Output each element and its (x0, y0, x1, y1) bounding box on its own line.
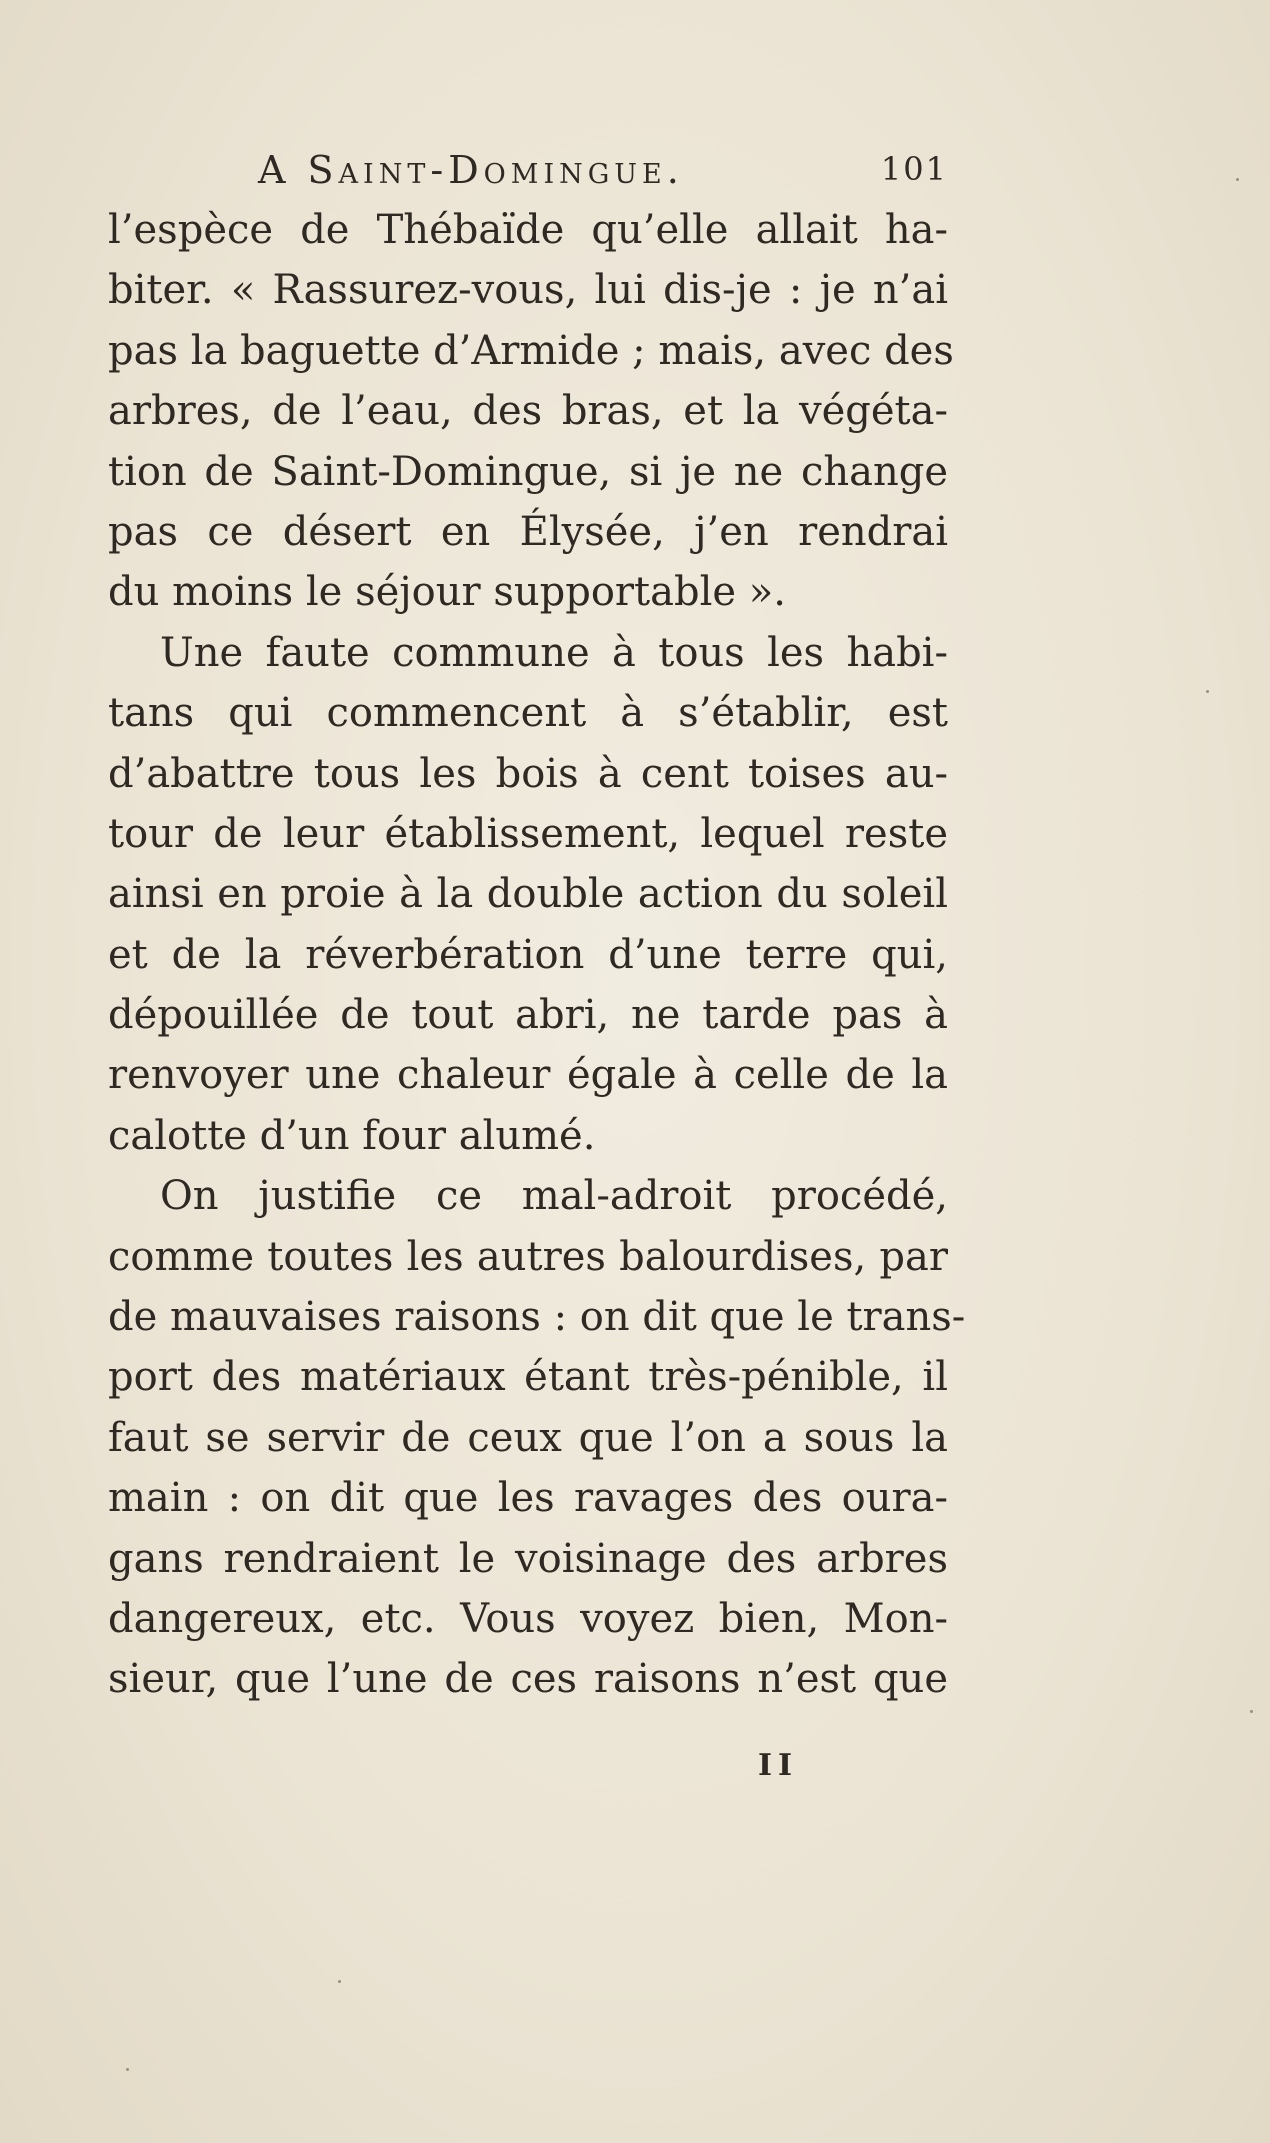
text-line: port des matériaux étant très-pénible, il (108, 1354, 948, 1401)
text-line: dépouillée de tout abri, ne tarde pas à (108, 992, 948, 1039)
page-number: 101 (880, 150, 948, 188)
text-line: tans qui commencent à s’établir, est (108, 690, 948, 737)
paper-speck (1250, 1710, 1253, 1713)
text-line: pas la baguette d’Armide ; mais, avec des (108, 327, 954, 374)
signature-mark: II (758, 1748, 799, 1783)
text-line: gans rendraient le voisinage des arbres (108, 1535, 948, 1582)
paper-speck (1206, 690, 1209, 693)
text-line: tion de Saint-Domingue, si je ne change (108, 448, 948, 495)
text-line: d’abattre tous les bois à cent toises au- (108, 750, 948, 797)
text-line: de mauvaises raisons : on dit que le trans- (108, 1294, 966, 1341)
text-line: main : on dit que les ravages des oura- (108, 1475, 948, 1522)
text-line: calotte d’un four alumé. (108, 1112, 596, 1159)
text-line: tour de leur établissement, lequel reste (108, 810, 948, 857)
text-line: ainsi en proie à la double action du soleil (108, 871, 948, 918)
text-line: biter. « Rassurez-vous, lui dis-je : je n’ai (108, 267, 948, 314)
page-text-block (108, 140, 966, 1710)
text-line: et de la réverbération d’une terre qui, (108, 931, 948, 978)
text-line: sieur, que l’une de ces raisons n’est que (108, 1656, 948, 1703)
text-line-paragraph-start: On justifie ce mal-adroit procédé, (160, 1173, 948, 1220)
text-line: pas ce désert en Élysée, j’en rendrai (108, 508, 948, 555)
text-line-paragraph-start: Une faute commune à tous les habi- (160, 629, 948, 676)
text-line: l’espèce de Thébaïde qu’elle allait ha- (108, 207, 948, 253)
paper-speck (338, 1980, 341, 1983)
text-line: faut se servir de ceux que l’on a sous la (108, 1414, 948, 1461)
paper-speck (126, 2068, 129, 2071)
text-line: arbres, de l’eau, des bras, et la végéta- (108, 388, 948, 435)
running-title: A Saint-Domingue. (258, 148, 684, 192)
text-line: dangereux, etc. Vous voyez bien, Mon- (108, 1595, 948, 1642)
text-line: du moins le séjour supportable ». (108, 569, 786, 616)
text-line: renvoyer une chaleur égale à celle de la (108, 1052, 948, 1099)
paper-speck (1236, 178, 1239, 181)
running-head (108, 140, 948, 200)
text-line: comme toutes les autres balourdises, par (108, 1233, 948, 1280)
